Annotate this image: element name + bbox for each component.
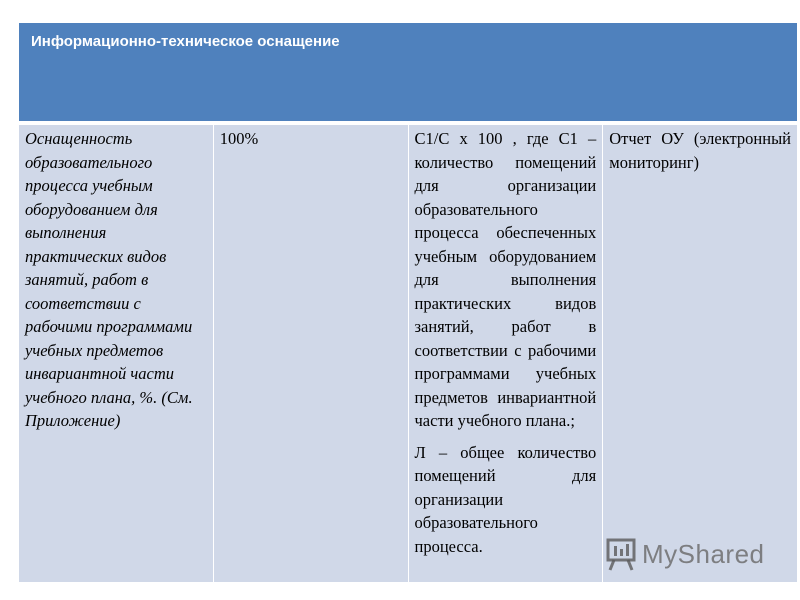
indicator-table [18,22,798,583]
formula-cell [408,125,603,583]
target-value-cell: 100% [213,125,408,583]
source-cell: Отчет ОУ (электронный мониторинг) [603,125,798,583]
table-row [19,125,798,583]
formula-definition: С1/С х 100 , где С1 – количество помещений для организации образовательного процесса обеспеченных учебным оборудованием для выполнения практических видов занятий, работ в соответствии с рабочими программами учебных предметов инвариантной части учебного плана.; [414,129,597,430]
watermark-text: MyShared [642,538,765,569]
presentation-board-icon [606,537,638,571]
section-title: Информационно-техническое оснащение [19,23,798,122]
indicator-cell: Оснащенность образовательного процесса учебным оборудованием для выполнения практических видов занятий, работ в соответствии с рабочими программами учебных предметов инвариантной части учебного плана, %. (См. Приложение) [19,125,214,583]
watermark-logo [606,537,766,571]
header-row [19,23,798,122]
formula-total: Л – общее количество помещений для организации образовательного процесса. [414,442,597,556]
